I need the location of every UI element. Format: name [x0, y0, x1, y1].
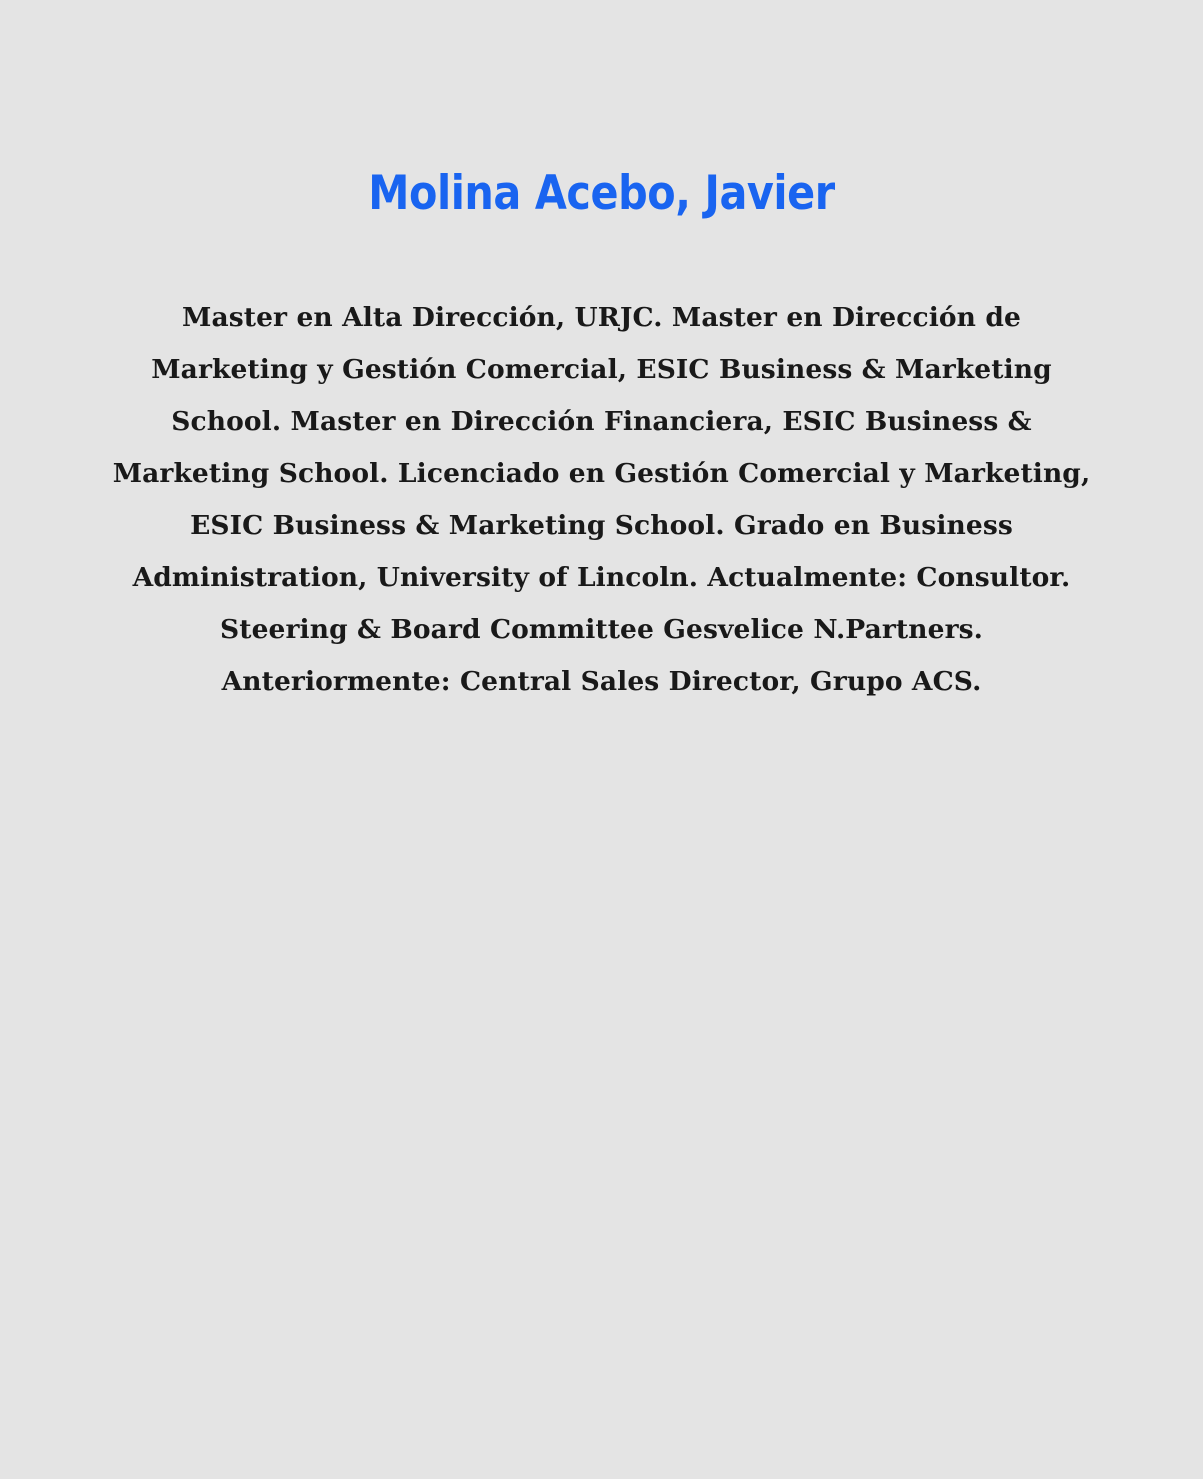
profile-bio-container: [0, 292, 1203, 708]
profile-bio: Master en Alta Dirección, URJC. Master en Dirección de Marketing y Gestión Comercial, ESIC Business & Marketing School. Master en Dirección Financiera, ESIC Business & Marketing School. Licenciado en Gestión Comercial y Marketing, ESIC Business & Marketing School. Grado en Business Administration, University of Lincoln. Actualmente: Consultor. Steering & Board Committee Gesvelice N.Partners. Anteriormente: Central Sales Director, Grupo ACS.: [112, 301, 1091, 697]
profile-name: Molina Acebo, Javier: [368, 166, 835, 221]
profile-card: [0, 168, 1203, 708]
